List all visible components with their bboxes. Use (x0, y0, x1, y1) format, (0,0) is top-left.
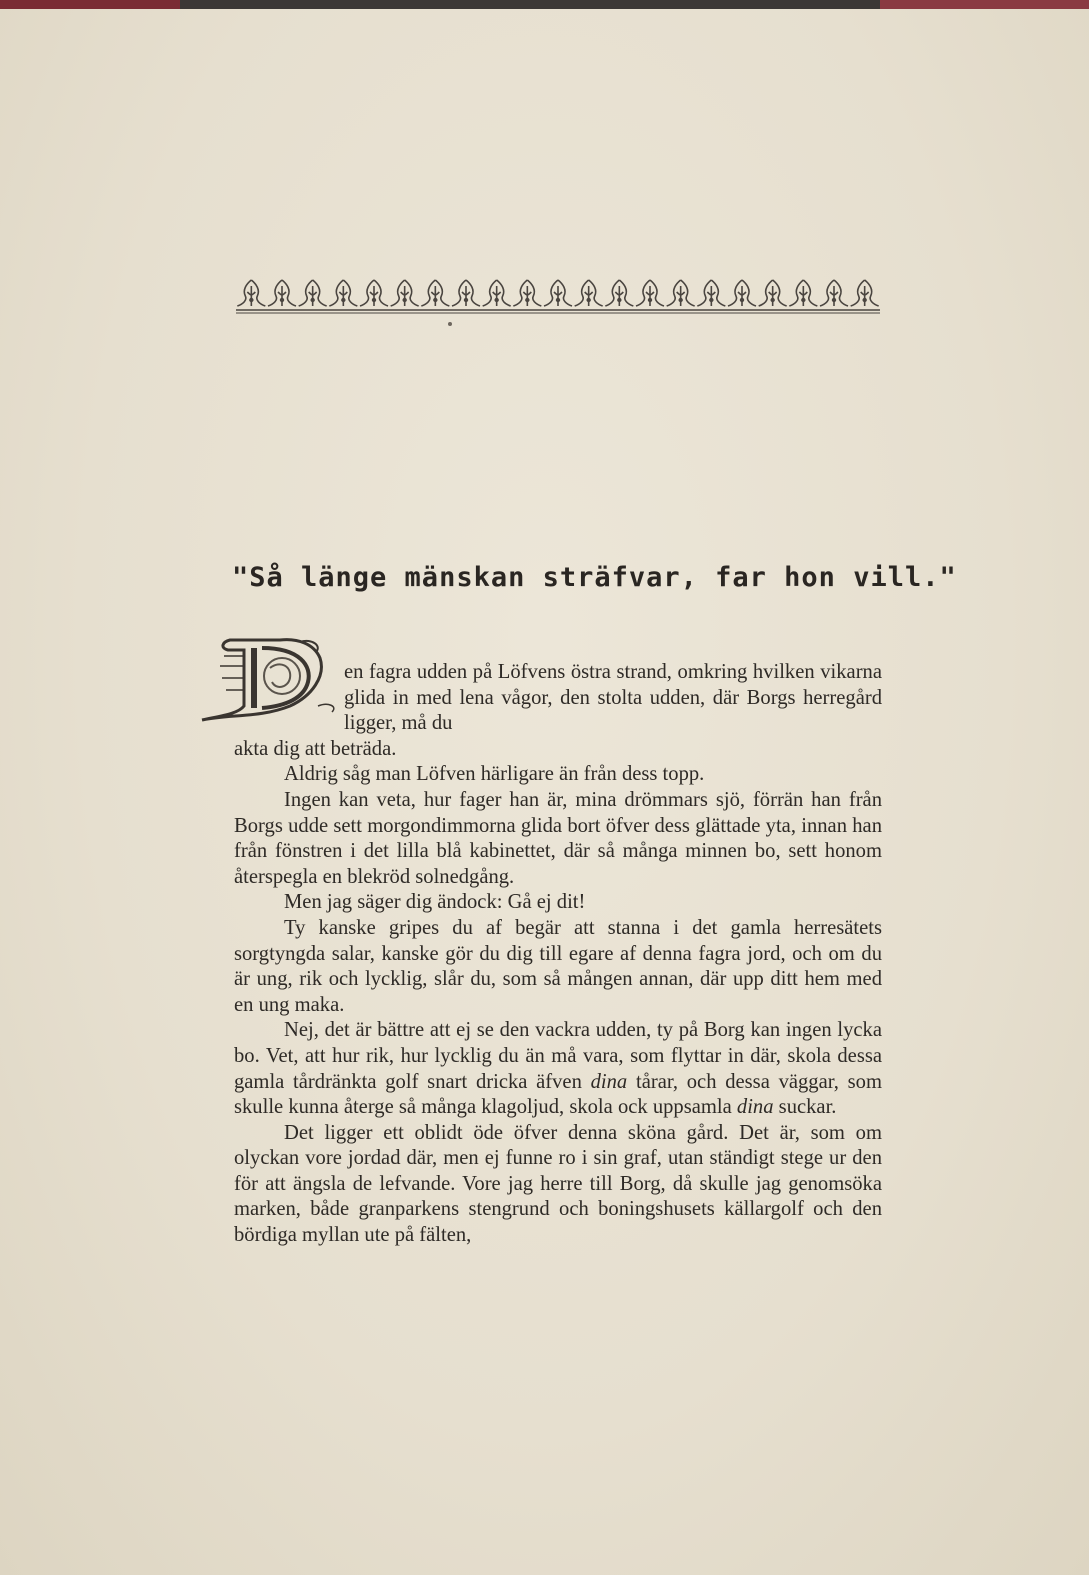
fleuron-icon (636, 280, 664, 306)
fleuron-icon (728, 280, 756, 306)
paragraph: Ingen kan veta, hur fager han är, mina drömmars sjö, förrän han från Borgs udde sett morgondimmorna glida bort öfver dess glättade yta, innan han från fönstren i det lilla blå kabinettet, där så många minnen bo, sett honom återspegla en blekröd solnedgång. (234, 788, 882, 888)
paragraph: Det ligger ett oblidt öde öfver denna sköna gård. Det är, som om olyckan vore jordad där, men ej funne ro i sin graf, utan ständigt stege ur den för att ängsla de lefvande. Vore jag herre till Borg, då skulle jag genomsöka marken, både granparkens stengrund och boningshusets källargolf och den bördiga myllan ute på fälten, (234, 1121, 882, 1247)
fleuron-icon (697, 280, 725, 306)
fleuron-icon (360, 280, 388, 306)
fleuron-icon (820, 280, 848, 306)
fleuron-icon (329, 280, 357, 306)
fleuron-icon (391, 280, 419, 306)
paragraph: Aldrig såg man Löfven härligare än från dess topp. (284, 763, 705, 786)
fleuron-icon (483, 280, 511, 306)
fleuron-icon (421, 280, 449, 306)
fleuron-icon (237, 280, 265, 306)
fleuron-icon (759, 280, 787, 306)
fleuron-icon (452, 280, 480, 306)
fleuron-icon (544, 280, 572, 306)
fleuron-icon (299, 280, 327, 306)
body-text (234, 660, 882, 1249)
fleuron-icon (268, 280, 296, 306)
chapter-heading: "Så länge mänskan sträfvar, far hon vill." (232, 562, 957, 593)
paragraph-opening-lead: en fagra udden på Löfvens östra strand, omkring hvilken vikarna glida in med lena vågor, den stolta udden, där Borgs herregård ligger, må du (344, 661, 882, 735)
binding-edge-left (0, 0, 180, 9)
ornamental-border-icon (236, 276, 880, 318)
fleuron-icon (575, 280, 603, 306)
paragraph-nej (234, 1018, 882, 1120)
text-run: tårar, och dessa väggar, som skulle kunna återge så många klagoljud, skola ock uppsamla (234, 1070, 882, 1119)
fleuron-icon (605, 280, 633, 306)
paragraph-opening-rest: akta dig att beträda. (234, 737, 397, 760)
emphasis: dina (590, 1070, 628, 1093)
printer-dot (448, 322, 452, 326)
text-run: suckar. (773, 1096, 837, 1119)
paragraph: Men jag säger dig ändock: Gå ej dit! (284, 891, 586, 914)
binding-edge-right (880, 0, 1089, 9)
emphasis: dina (736, 1096, 774, 1119)
fleuron-icon (513, 280, 541, 306)
book-top-edge (0, 0, 1089, 9)
paragraph-opening (234, 660, 882, 762)
fleuron-icon (851, 280, 879, 306)
fleuron-icon (789, 280, 817, 306)
paragraph: Ty kanske gripes du af begär att stanna i det gamla herresätets sorgtyngda salar, kanske gör du dig till egare af denna fagra jord, och om du är ung, rik och lycklig, slår du, som så mången annan, där upp ditt hem med en ung maka. (234, 916, 882, 1016)
fleuron-icon (667, 280, 695, 306)
text-run: Nej, det är bättre att ej se den vackra udden, ty på Borg kan ingen lycka bo. Vet, att hur rik, hur lycklig du än må vara, som flyttar in där, skola dessa gamla tårdränkta golf snart dricka äfven (234, 1019, 882, 1093)
